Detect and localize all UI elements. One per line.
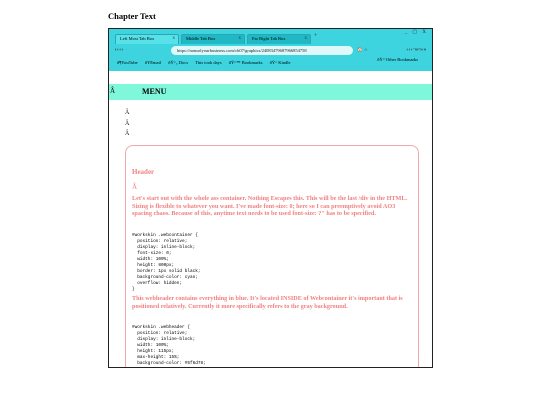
paragraph-webheader: This webheader contains everything in blue. It's located INSIDE of Webcontainer it's important that is positioned relatively. Currently it more specifically refers to the gray background. xyxy=(132,295,403,310)
tab-close-icon[interactable]: x xyxy=(172,36,175,41)
other-bookmarks[interactable]: ðŸ“ Other Bookmarks xyxy=(377,57,418,62)
code-block-webcontainer: #workskin .webcontainer { position: relative; display: inline-block; font-size: 0; width: 100%; height: 800px; border: 1px solid black; background-color: cyan; overflow: hidden; } xyxy=(132,233,201,292)
bookmarks-bar xyxy=(117,60,297,65)
menu-bar xyxy=(109,84,432,100)
bookmark-bookmarks[interactable]: ðŸ“™ Bookmarks xyxy=(228,60,263,65)
code-block-webheader: #workskin .webheader { position: relative; display: inline-block; width: 100%; height: 115px; max-height: 15%; background-color: #5f6d78; xyxy=(132,325,206,366)
browser-header xyxy=(109,29,432,71)
card-header: Header xyxy=(132,168,155,176)
tab-label: Middle Tab Box xyxy=(186,36,216,41)
address-bar[interactable]: https://nonsolyourbusiness.com/ch07/graphics/24083479687966854758 xyxy=(171,46,353,55)
tab-left-most[interactable] xyxy=(115,34,179,44)
chapter-title: Chapter Text xyxy=(108,11,156,21)
card-mark: Â xyxy=(132,183,138,191)
bookmark-this-took-days[interactable]: This took days xyxy=(195,60,222,65)
nav-buttons[interactable]: ǂ ǂ ǂ ǂ xyxy=(115,47,123,52)
new-tab-button[interactable]: + xyxy=(314,33,318,39)
bookmark-docs[interactable]: ðŸ“„ Docs xyxy=(168,60,189,65)
stray-mark: Â xyxy=(125,121,130,127)
address-icons[interactable]: 🏠 ☆ xyxy=(357,47,368,52)
window-controls[interactable]: _ ▢ X xyxy=(404,30,428,35)
tab-close-icon[interactable]: x xyxy=(238,36,241,41)
stray-mark: Â xyxy=(125,131,130,137)
paragraph-container: Let's start out with the whole ass container. Nothing Escapes this. This will be the last /div in the HTML. Sizing is flexible to whatever you want. I've made font-size: 0; here so I can preemptively avoid AO3 spacing chaos. Because of this, anytime text needs to be used font-size: ?" has to be specified. xyxy=(132,195,408,218)
stray-mark: Â xyxy=(125,110,130,116)
bookmark-kindle[interactable]: ðŸ“ Kindle xyxy=(269,60,291,65)
bookmark-email[interactable]: ðYEmail xyxy=(144,60,162,65)
browser-mockup xyxy=(108,28,433,368)
tab-close-icon[interactable]: x xyxy=(304,36,307,41)
menu-button[interactable]: MENU xyxy=(142,87,167,96)
tab-middle[interactable] xyxy=(181,34,245,44)
tab-far-right[interactable] xyxy=(247,34,311,44)
tab-label: Left Most Tab Box xyxy=(120,36,155,41)
tab-label: Far Right Tab Box xyxy=(252,36,286,41)
menu-mark: Â xyxy=(110,87,116,95)
extension-icons[interactable]: ǂ ǂ ǂ "ǂǂǂ"ǂǂ ǂǂ xyxy=(406,47,426,52)
bookmark-youtube[interactable]: ð¶YouTube xyxy=(117,60,138,65)
content-card xyxy=(125,145,419,368)
